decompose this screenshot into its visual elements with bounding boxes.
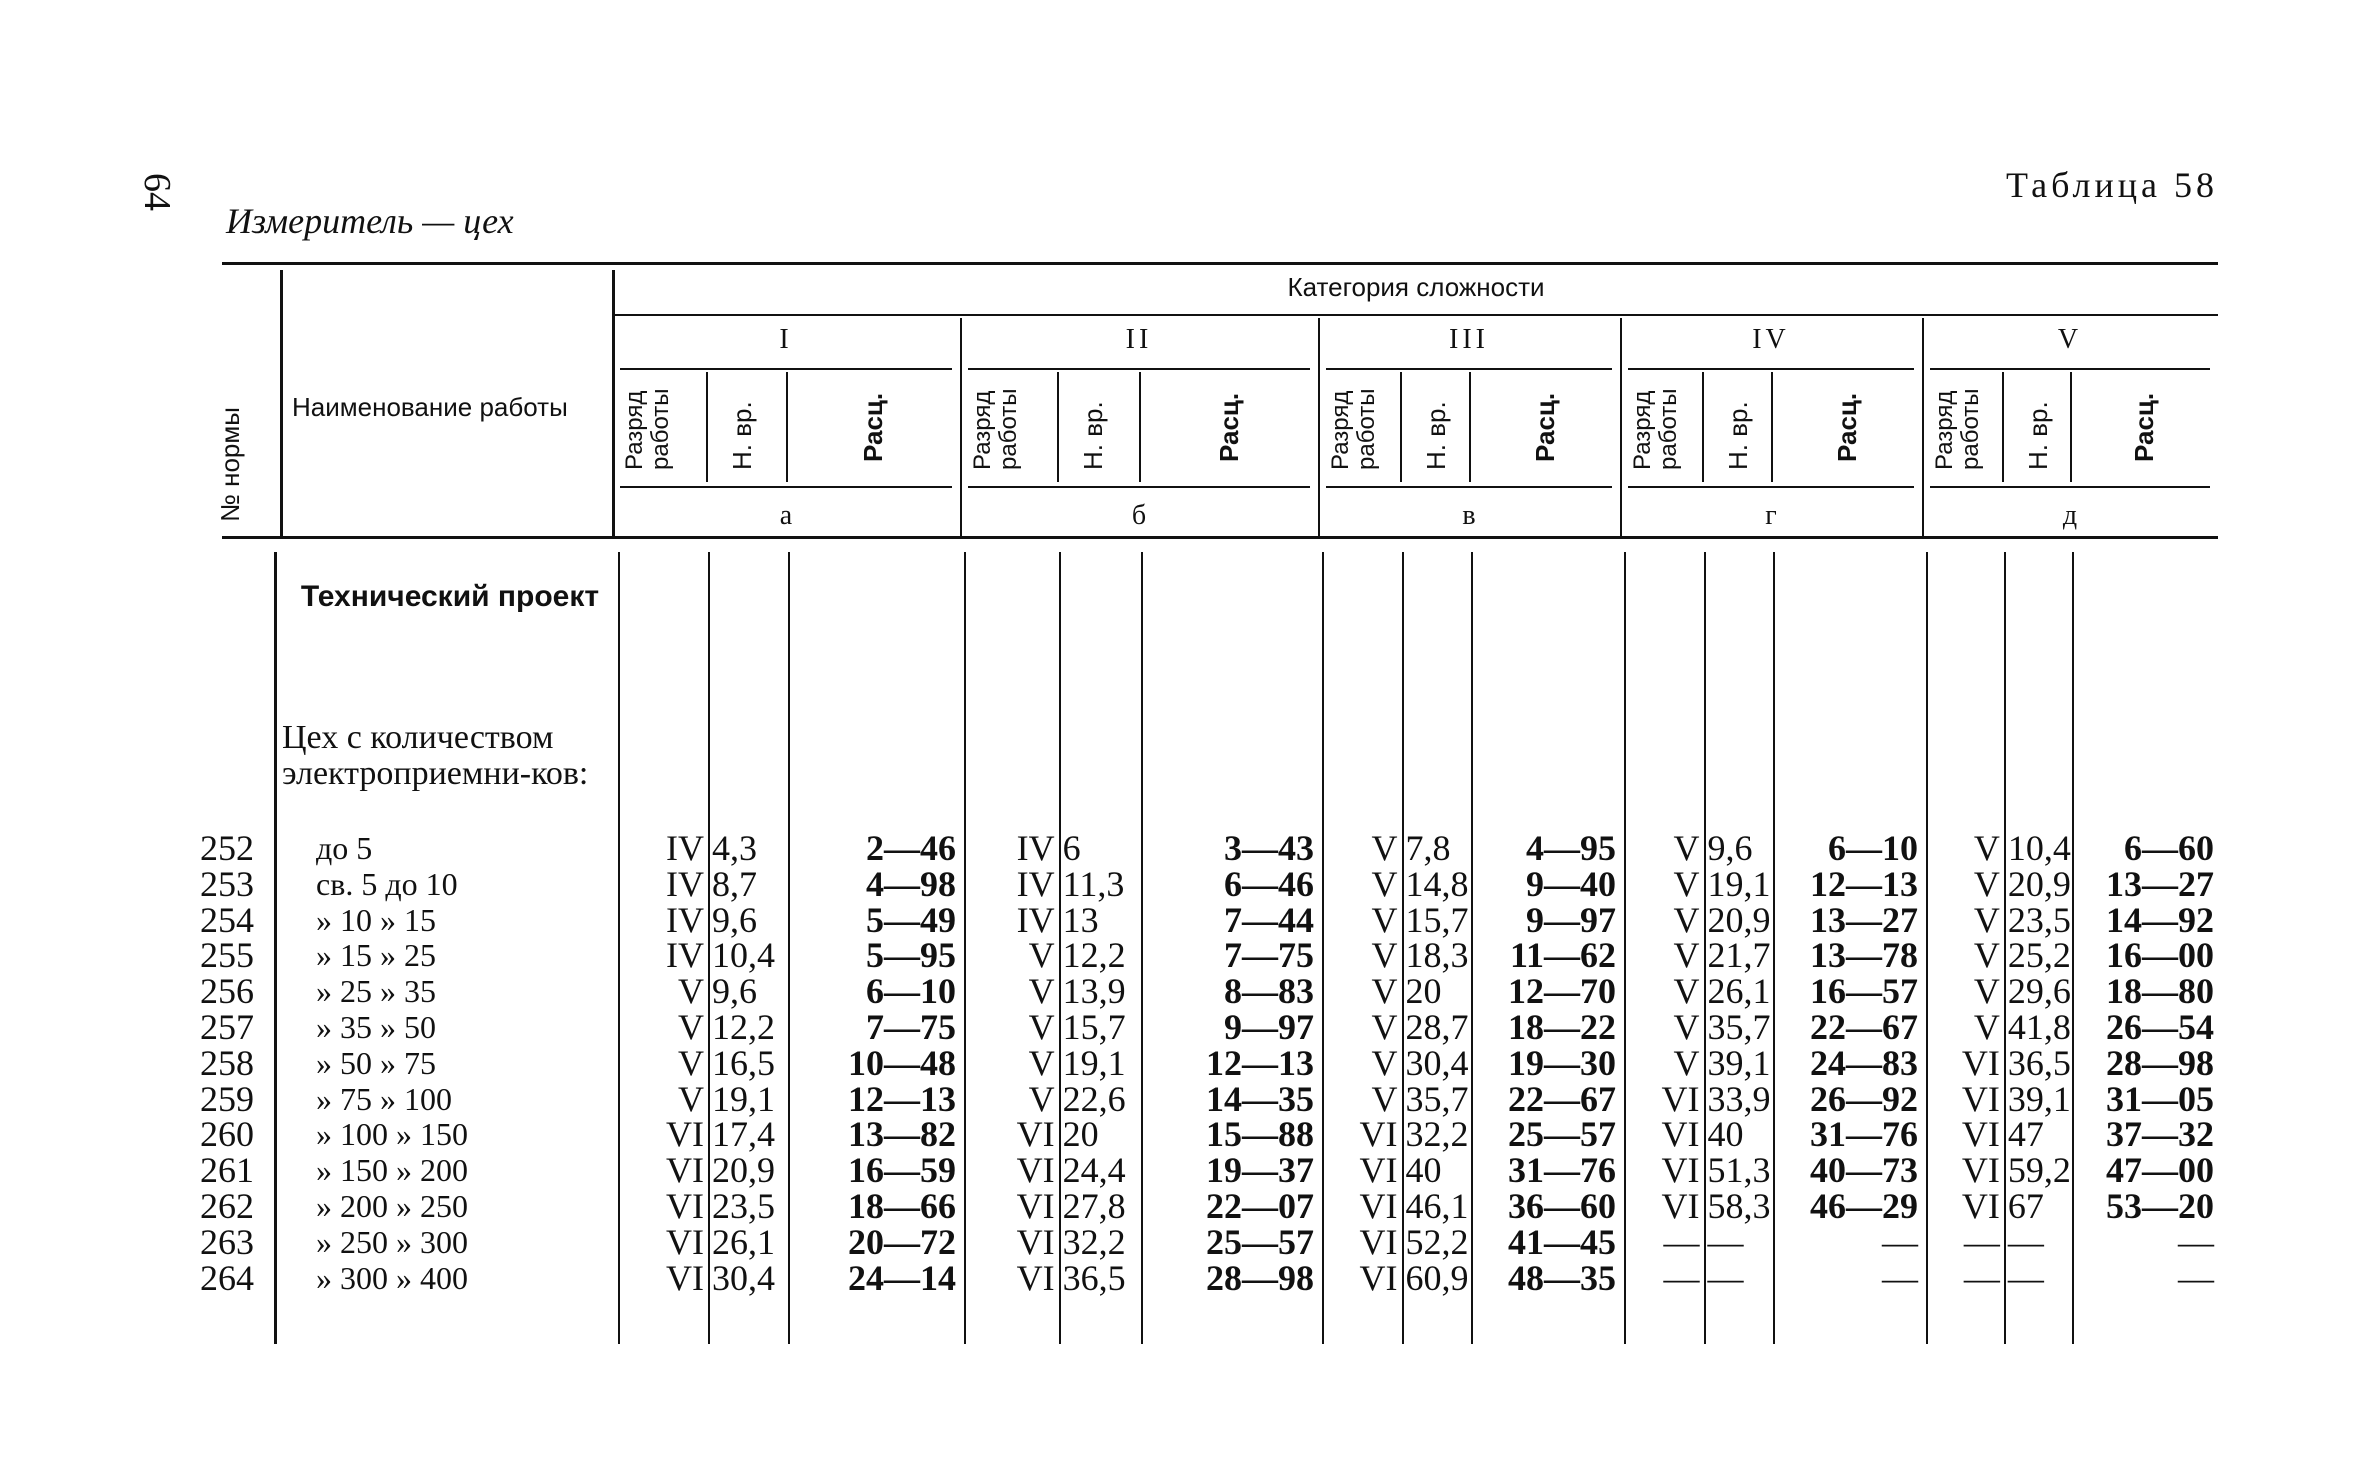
rate-cell: — (2178, 1257, 2214, 1298)
norm-number: 255 (200, 935, 254, 976)
grade-cell: IV (665, 935, 704, 976)
rate-cell: 24—83 (1810, 1042, 1918, 1083)
grade-cell: VI (1016, 1257, 1055, 1298)
grade-cell: V (1973, 899, 2000, 940)
time-norm-cell: 20 (1405, 971, 1442, 1012)
grade-cell: — (1663, 1257, 1700, 1298)
norm-number: 254 (200, 899, 254, 940)
letter-rule (1628, 486, 1914, 488)
rate-cell: 5—95 (866, 935, 956, 976)
rate-cell: 7—44 (1224, 899, 1314, 940)
grade-cell: VI (1016, 1150, 1055, 1191)
grade-cell: IV (665, 828, 704, 868)
rate-cell: — (2178, 1221, 2214, 1262)
rate-cell: 9—97 (1224, 1007, 1314, 1047)
grade-cell: VI (1961, 1042, 2000, 1083)
grade-cell: V (1371, 971, 1398, 1012)
grade-cell: V (1371, 935, 1398, 976)
norm-number: 260 (200, 1114, 254, 1155)
time-norm-cell: 26,1 (1707, 971, 1771, 1012)
grade-cell: V (677, 1042, 704, 1083)
time-norm-cell: 10,4 (711, 935, 775, 976)
time-norm-cell: 20,9 (2007, 863, 2071, 904)
grade-cell: VI (1359, 1257, 1398, 1298)
rate-cell: 9—40 (1526, 863, 1616, 904)
grade-cell: VI (1661, 1078, 1700, 1119)
sub-col-line (1400, 372, 1402, 482)
rate-cell: 13—27 (1810, 899, 1918, 940)
sub-col-line-body (2004, 552, 2006, 1344)
norm-number: 258 (200, 1042, 254, 1083)
time-norm-cell: 12,2 (711, 1007, 775, 1047)
rate-cell: 36—60 (1508, 1186, 1616, 1226)
grade-cell: VI (1359, 1186, 1398, 1226)
sub-col-line (1469, 372, 1471, 482)
time-norm-cell: 39,1 (1707, 1042, 1771, 1083)
rate-cell: 8—83 (1224, 971, 1314, 1012)
norm-col-line (280, 270, 283, 536)
grade-cell: V (1973, 828, 2000, 868)
subheader-grade: Разряд работы (1327, 388, 1380, 470)
time-norm-cell: 9,6 (1707, 828, 1753, 868)
rate-cell: 6—46 (1224, 863, 1314, 904)
time-norm-cell: 60,9 (1405, 1257, 1469, 1298)
grade-cell: VI (1016, 1114, 1055, 1155)
norm-number: 252 (200, 828, 254, 868)
rate-cell: 26—54 (2106, 1007, 2214, 1047)
time-norm-cell: 9,6 (711, 899, 757, 940)
grade-cell: V (1371, 899, 1398, 940)
rate-cell: 24—14 (848, 1257, 956, 1298)
rate-cell: 12—13 (1206, 1042, 1314, 1083)
grade-cell: V (1673, 1007, 1700, 1047)
sub-col-line (2070, 372, 2072, 482)
time-norm-cell: 40 (1405, 1150, 1442, 1191)
rate-cell: 4—95 (1526, 828, 1616, 868)
rate-cell: 16—57 (1810, 971, 1918, 1012)
rate-cell: 14—92 (2106, 899, 2214, 940)
work-name: » 15 » 25 (316, 937, 436, 974)
rate-cell: 14—35 (1206, 1078, 1314, 1119)
time-norm-cell: 20,9 (1707, 899, 1771, 940)
grade-cell: IV (665, 863, 704, 904)
rate-cell: 13—27 (2106, 863, 2214, 904)
grade-cell: VI (1359, 1150, 1398, 1191)
time-norm-cell: 52,2 (1405, 1221, 1469, 1262)
grade-cell: VI (1961, 1114, 2000, 1155)
rate-cell: 3—43 (1224, 828, 1314, 868)
subheader-rate: Расц. (1213, 392, 1244, 462)
rate-cell: 16—59 (848, 1150, 956, 1191)
norm-number: 256 (200, 971, 254, 1012)
header-norm-no: № нормы (215, 407, 245, 522)
work-name: » 150 » 200 (316, 1152, 468, 1189)
grade-cell: IV (1016, 828, 1055, 868)
grade-cell: VI (1961, 1150, 2000, 1191)
letter-rule (968, 486, 1310, 488)
time-norm-cell: 6 (1062, 828, 1081, 868)
rate-cell: 31—05 (2106, 1078, 2214, 1119)
rate-cell: 31—76 (1810, 1114, 1918, 1155)
sub-col-line (1771, 372, 1773, 482)
rate-cell: 22—67 (1508, 1078, 1616, 1119)
name-col-line (612, 270, 615, 536)
subheader-time: Н. вр. (726, 401, 757, 470)
time-norm-cell: 41,8 (2007, 1007, 2071, 1047)
rate-cell: 5—49 (866, 899, 956, 940)
time-norm-cell: — (2007, 1221, 2044, 1262)
time-norm-cell: — (2007, 1257, 2044, 1298)
rate-cell: 12—13 (848, 1078, 956, 1119)
work-name: » 300 » 400 (316, 1259, 468, 1296)
time-norm-cell: 4,3 (711, 828, 757, 868)
work-name: » 25 » 35 (316, 973, 436, 1010)
grade-cell: VI (665, 1150, 704, 1191)
sub-col-line (2002, 372, 2004, 482)
time-norm-cell: 32,2 (1405, 1114, 1469, 1155)
sub-col-line (1702, 372, 1704, 482)
grade-cell: V (1673, 899, 1700, 940)
work-name: » 200 » 250 (316, 1188, 468, 1224)
category-roman: V (2057, 324, 2083, 355)
subheader-rate: Расц. (858, 392, 888, 462)
time-norm-cell: 24,4 (1062, 1150, 1126, 1191)
category-letter: в (1462, 500, 1476, 531)
grade-cell: V (1973, 935, 2000, 976)
grade-cell: V (1673, 1042, 1700, 1083)
work-name: » 250 » 300 (316, 1223, 468, 1260)
grade-cell: VI (665, 1257, 704, 1298)
norm-number: 253 (200, 863, 254, 904)
grade-cell: V (677, 971, 704, 1012)
time-norm-cell: 27,8 (1062, 1186, 1126, 1226)
rate-cell: 26—92 (1810, 1078, 1918, 1119)
category-roman: I (779, 324, 793, 355)
rate-cell: 6—10 (866, 971, 956, 1012)
work-name: » 50 » 75 (316, 1044, 436, 1081)
grade-cell: VI (1016, 1221, 1055, 1262)
rate-cell: 48—35 (1508, 1257, 1616, 1298)
grade-cell: V (1371, 1007, 1398, 1047)
grade-cell: VI (665, 1221, 704, 1262)
time-norm-cell: 30,4 (1405, 1042, 1469, 1083)
category-roman: II (1125, 324, 1153, 355)
rate-cell: 53—20 (2106, 1186, 2214, 1226)
time-norm-cell: 19,1 (1062, 1042, 1126, 1083)
header-bottom-rule (222, 536, 2218, 539)
rate-cell: 7—75 (1224, 935, 1314, 976)
rate-cell: 47—00 (2106, 1150, 2214, 1191)
category-letter: д (2062, 500, 2078, 531)
subheader-time: Н. вр. (1420, 401, 1451, 470)
rate-cell: 18—22 (1508, 1007, 1616, 1047)
rate-cell: 16—00 (2106, 935, 2214, 976)
time-norm-cell: 51,3 (1707, 1150, 1771, 1191)
page-number: 64 (136, 173, 178, 211)
rate-cell: 46—29 (1810, 1186, 1918, 1226)
subheader-time: Н. вр. (1722, 401, 1753, 470)
subheader-grade: Разряд работы (1931, 388, 1984, 470)
time-norm-cell: 32,2 (1062, 1221, 1126, 1262)
grade-cell: IV (665, 899, 704, 940)
rate-cell: 15—88 (1206, 1114, 1314, 1155)
time-norm-cell: 25,2 (2007, 935, 2071, 976)
norm-number: 257 (200, 1007, 254, 1047)
time-norm-cell: 9,6 (711, 971, 757, 1012)
grade-cell: V (1973, 863, 2000, 904)
section-title: Технический проект (300, 580, 600, 613)
norm-number: 263 (200, 1221, 254, 1262)
rate-cell: 31—76 (1508, 1150, 1616, 1191)
subheader-grade: Разряд работы (621, 388, 674, 470)
time-norm-cell: 23,5 (711, 1186, 775, 1226)
grade-cell: V (1973, 1007, 2000, 1047)
rate-cell: 25—57 (1206, 1221, 1314, 1262)
subheader-time: Н. вр. (1077, 401, 1108, 470)
sub-col-line (1057, 372, 1059, 482)
grade-cell: VI (665, 1186, 704, 1226)
time-norm-cell: 16,5 (711, 1042, 775, 1083)
time-norm-cell: 36,5 (1062, 1257, 1126, 1298)
category-roman: III (1449, 324, 1489, 355)
grade-cell: V (1028, 1078, 1055, 1119)
grade-cell: IV (1016, 863, 1055, 904)
work-name: св. 5 до 10 (316, 865, 458, 902)
grade-cell: V (1673, 935, 1700, 976)
header-work-name: Наименование работы (292, 392, 568, 422)
rate-cell: 13—78 (1810, 935, 1918, 976)
time-norm-cell: 29,6 (2007, 971, 2071, 1012)
rate-cell: — (1882, 1257, 1918, 1298)
time-norm-cell: 21,7 (1707, 935, 1771, 976)
category-letter: г (1765, 500, 1777, 531)
header-complexity: Категория сложности (1287, 272, 1545, 302)
subheader-rate: Расц. (1831, 392, 1862, 462)
time-norm-cell: — (1707, 1221, 1744, 1262)
grade-cell: — (1963, 1257, 2000, 1298)
grade-cell: VI (1661, 1150, 1700, 1191)
grade-cell: V (1371, 863, 1398, 904)
time-norm-cell: 23,5 (2007, 899, 2071, 940)
time-norm-cell: 26,1 (711, 1221, 775, 1262)
rate-cell: 28—98 (1206, 1257, 1314, 1298)
grade-cell: — (1663, 1221, 1700, 1262)
time-norm-cell: 11,3 (1062, 863, 1125, 904)
rate-cell: 13—82 (848, 1114, 956, 1155)
time-norm-cell: 36,5 (2007, 1042, 2071, 1083)
time-norm-cell: 7,8 (1405, 828, 1451, 868)
time-norm-cell: 40 (1707, 1114, 1744, 1155)
time-norm-cell: 33,9 (1707, 1078, 1771, 1119)
time-norm-cell: 14,8 (1405, 863, 1469, 904)
subheader-grade: Разряд работы (969, 388, 1022, 470)
subheader-rate: Расц. (1529, 392, 1560, 462)
category-roman: IV (1752, 324, 1790, 355)
rate-cell: 28—98 (2106, 1042, 2214, 1083)
time-norm-cell: 13,9 (1062, 971, 1126, 1012)
work-name: » 75 » 100 (316, 1080, 452, 1117)
time-norm-cell: 19,1 (1707, 863, 1771, 904)
time-norm-cell: 59,2 (2007, 1150, 2071, 1191)
grade-cell: V (1673, 863, 1700, 904)
subheader-time: Н. вр. (2022, 401, 2053, 470)
table-top-rule (222, 262, 2218, 265)
rate-cell: 22—67 (1810, 1007, 1918, 1047)
rate-cell: 18—80 (2106, 971, 2214, 1012)
grade-cell: VI (1961, 1078, 2000, 1119)
grade-cell: V (1371, 1078, 1398, 1119)
work-name: » 10 » 15 (316, 901, 436, 938)
sub-col-line (786, 372, 788, 482)
rate-cell: 18—66 (848, 1186, 956, 1226)
time-norm-cell: 18,3 (1405, 935, 1469, 976)
rate-cell: 9—97 (1526, 899, 1616, 940)
norm-number: 259 (200, 1078, 254, 1119)
rate-cell: 11—62 (1509, 935, 1616, 976)
grade-cell: — (1963, 1221, 2000, 1262)
grade-cell: VI (1359, 1114, 1398, 1155)
time-norm-cell: 19,1 (711, 1078, 775, 1119)
sub-col-line-body (708, 552, 710, 1344)
grade-cell: VI (1961, 1186, 2000, 1226)
rate-cell: 4—98 (866, 863, 956, 904)
grade-cell: V (1028, 1007, 1055, 1047)
grade-cell: IV (1016, 899, 1055, 940)
grade-cell: V (1673, 828, 1700, 868)
sub-col-line (1139, 372, 1141, 482)
category-letter: б (1131, 500, 1147, 531)
rate-cell: 19—37 (1206, 1150, 1314, 1191)
time-norm-cell: 28,7 (1405, 1007, 1469, 1047)
grade-cell: V (1028, 935, 1055, 976)
norm-col-line-body (274, 552, 277, 1344)
rate-cell: 41—45 (1508, 1221, 1616, 1262)
rate-cell: 19—30 (1508, 1042, 1616, 1083)
grade-cell: V (1028, 1042, 1055, 1083)
grade-cell: V (677, 1007, 704, 1047)
rate-cell: 2—46 (866, 828, 956, 868)
time-norm-cell: 35,7 (1707, 1007, 1771, 1047)
rate-cell: 6—60 (2124, 828, 2214, 868)
time-norm-cell: 39,1 (2007, 1078, 2071, 1119)
time-norm-cell: 58,3 (1707, 1186, 1771, 1226)
rate-cell: 10—48 (848, 1042, 956, 1083)
work-name: » 35 » 50 (316, 1009, 436, 1045)
sub-col-line (706, 372, 708, 482)
norm-number: 264 (200, 1257, 254, 1298)
norm-number: 261 (200, 1150, 254, 1191)
time-norm-cell: 12,2 (1062, 935, 1126, 976)
measure-unit: Измеритель — цех (226, 201, 514, 241)
grade-cell: V (1673, 971, 1700, 1012)
table-title: Таблица 58 (2006, 165, 2218, 205)
time-norm-cell: 47 (2007, 1114, 2044, 1155)
time-norm-cell: 30,4 (711, 1257, 775, 1298)
grade-cell: VI (1016, 1186, 1055, 1226)
norm-number: 262 (200, 1186, 254, 1226)
grade-cell: V (1028, 971, 1055, 1012)
rate-cell: 22—07 (1206, 1186, 1314, 1226)
subheader-rate: Расц. (2129, 392, 2159, 462)
work-name: до 5 (316, 830, 373, 866)
time-norm-cell: 17,4 (711, 1114, 775, 1155)
time-norm-cell: 22,6 (1062, 1078, 1126, 1119)
complexity-rule (612, 314, 2218, 316)
time-norm-cell: 67 (2007, 1186, 2044, 1226)
grade-cell: V (1973, 971, 2000, 1012)
grade-cell: V (1371, 828, 1398, 868)
time-norm-cell: 46,1 (1405, 1186, 1469, 1226)
time-norm-cell: — (1707, 1257, 1744, 1298)
subheader-grade: Разряд работы (1629, 388, 1682, 470)
grade-cell: V (677, 1078, 704, 1119)
rate-cell: 20—72 (848, 1221, 956, 1262)
rate-cell: 40—73 (1810, 1150, 1918, 1191)
time-norm-cell: 15,7 (1062, 1007, 1126, 1047)
time-norm-cell: 8,7 (711, 863, 757, 904)
grade-cell: V (1371, 1042, 1398, 1083)
rate-cell: 12—70 (1508, 971, 1616, 1012)
grade-cell: VI (1661, 1114, 1700, 1155)
rate-cell: 6—10 (1828, 828, 1918, 868)
time-norm-cell: 20 (1062, 1114, 1099, 1155)
letter-rule (1326, 486, 1612, 488)
rate-cell: — (1882, 1221, 1918, 1262)
grade-cell: VI (1661, 1186, 1700, 1226)
time-norm-cell: 13 (1062, 899, 1099, 940)
rate-cell: 37—32 (2106, 1114, 2214, 1155)
time-norm-cell: 35,7 (1405, 1078, 1469, 1119)
letter-rule (1930, 486, 2210, 488)
rate-cell: 12—13 (1810, 863, 1918, 904)
work-name: » 100 » 150 (316, 1116, 468, 1153)
grade-cell: VI (665, 1114, 704, 1155)
intro-text: Цех с количеством электроприемни-ков: (282, 719, 589, 792)
grade-cell: VI (1359, 1221, 1398, 1262)
time-norm-cell: 10,4 (2007, 828, 2071, 868)
time-norm-cell: 20,9 (711, 1150, 775, 1191)
time-norm-cell: 15,7 (1405, 899, 1469, 940)
sub-col-line-body (1402, 552, 1404, 1344)
letter-rule (620, 486, 952, 488)
rate-cell: 25—57 (1508, 1114, 1616, 1155)
sub-col-line-body (1704, 552, 1706, 1344)
rate-cell: 7—75 (866, 1007, 956, 1047)
category-letter: а (779, 500, 793, 531)
sub-col-line-body (1059, 552, 1061, 1344)
